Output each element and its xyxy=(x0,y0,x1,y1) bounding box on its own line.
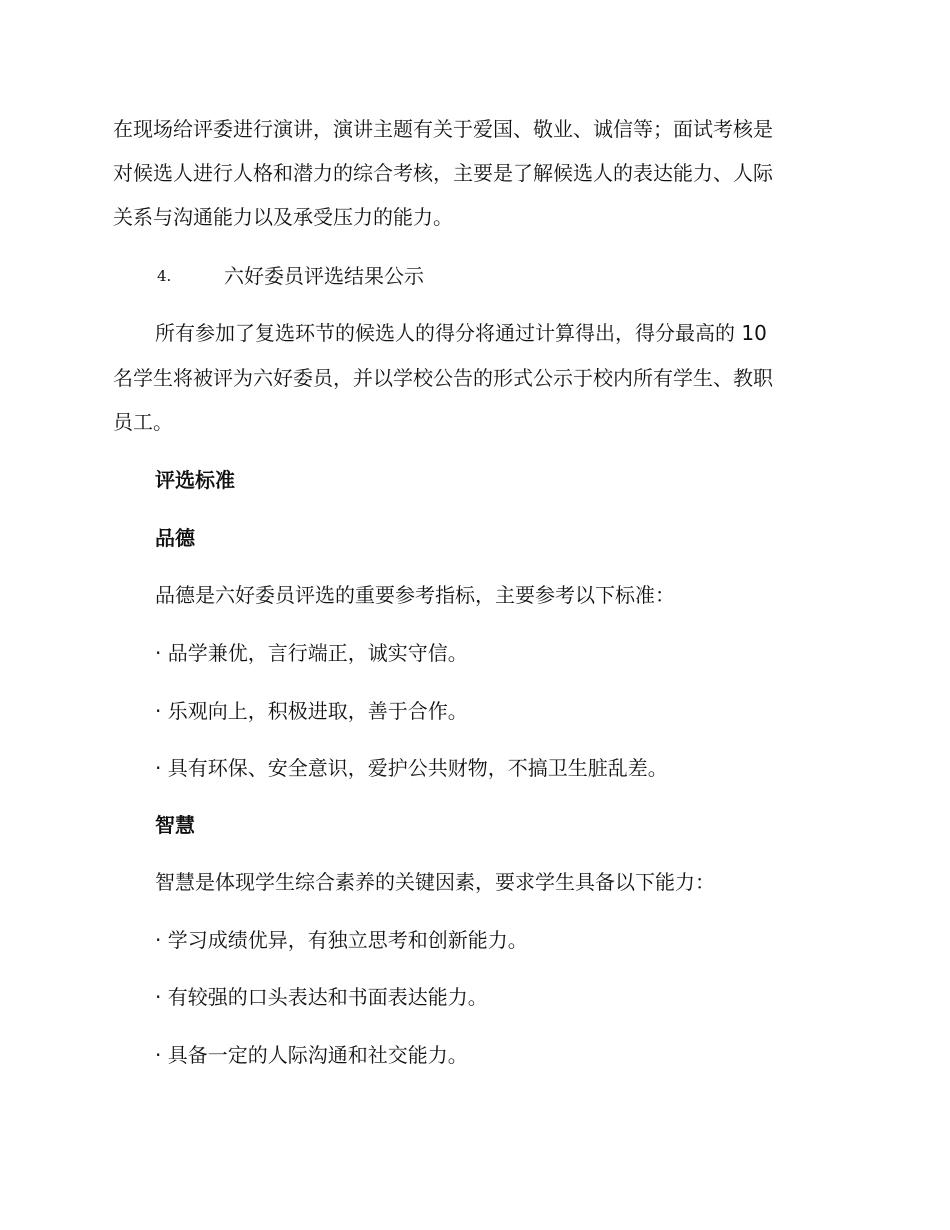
section-number: 4. xyxy=(157,267,172,285)
intro-line-2: 对候选人进行人格和潜力的综合考核，主要是了解候选人的表达能力、人际 xyxy=(113,161,773,185)
intro-line-1: 在现场给评委进行演讲，演讲主题有关于爱国、敬业、诚信等；面试考核是 xyxy=(113,117,773,141)
criteria-heading: 评选标准 xyxy=(155,468,235,492)
wisdom-bullet-3: · 具备一定的人际沟通和社交能力。 xyxy=(155,1043,468,1067)
morality-bullet-3: · 具有环保、安全意识，爱护公共财物，不搞卫生脏乱差。 xyxy=(155,756,668,780)
result-line-1: 所有参加了复选环节的候选人的得分将通过计算得出，得分最高的 10 xyxy=(155,321,767,345)
wisdom-bullet-1: · 学习成绩优异，有独立思考和创新能力。 xyxy=(155,928,528,952)
section-title: 六好委员评选结果公示 xyxy=(224,264,424,288)
result-line-3: 员工。 xyxy=(113,410,173,434)
morality-bullet-2: · 乐观向上，积极进取，善于合作。 xyxy=(155,699,468,723)
intro-line-3: 关系与沟通能力以及承受压力的能力。 xyxy=(113,205,453,229)
wisdom-bullet-2: · 有较强的口头表达和书面表达能力。 xyxy=(155,985,488,1009)
result-line-2: 名学生将被评为六好委员，并以学校公告的形式公示于校内所有学生、教职 xyxy=(113,366,773,390)
morality-intro: 品德是六好委员评选的重要参考指标，主要参考以下标准： xyxy=(155,583,675,607)
wisdom-heading: 智慧 xyxy=(155,813,195,837)
wisdom-intro: 智慧是体现学生综合素养的关键因素，要求学生具备以下能力： xyxy=(155,870,715,894)
morality-heading: 品德 xyxy=(155,526,195,550)
morality-bullet-1: · 品学兼优，言行端正，诚实守信。 xyxy=(155,641,468,665)
